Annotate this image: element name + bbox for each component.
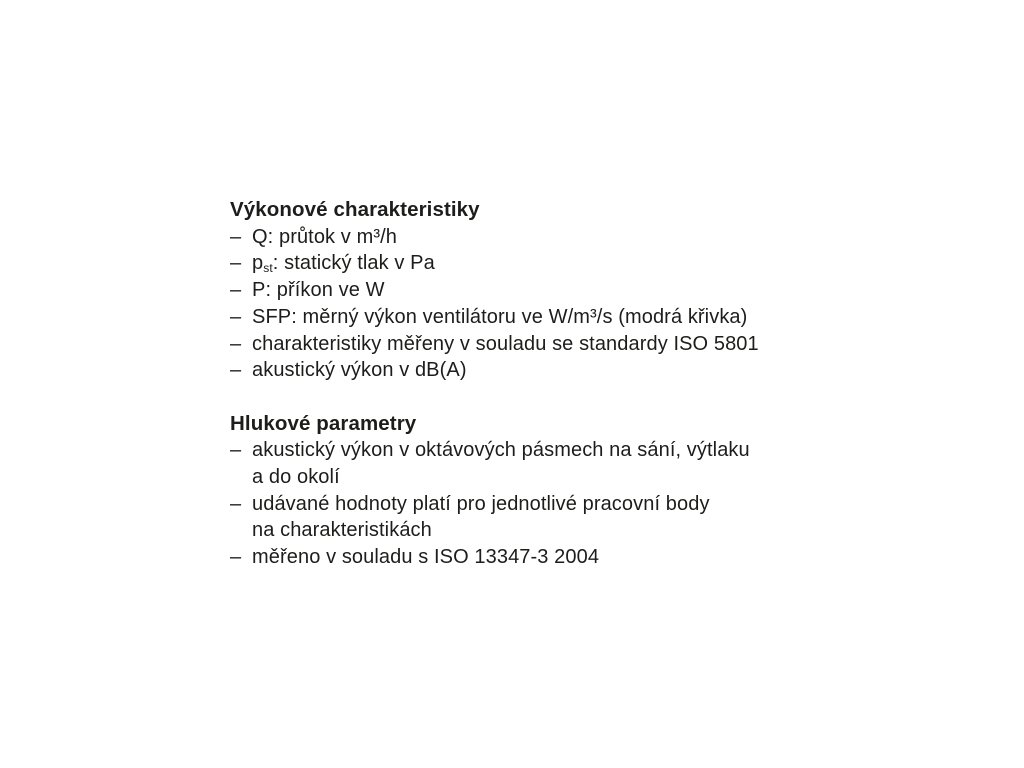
section-performance bbox=[230, 197, 810, 384]
bullet-dash: – bbox=[230, 279, 242, 302]
item-line-2: na charakteristikách bbox=[252, 519, 432, 542]
bullet-dash: – bbox=[230, 492, 242, 515]
bullet-item bbox=[230, 437, 810, 490]
item-text bbox=[252, 250, 810, 277]
item-line-2: a do okolí bbox=[252, 466, 340, 489]
bullet-item bbox=[230, 357, 810, 384]
document-text-block bbox=[230, 197, 810, 571]
bullet-item bbox=[230, 250, 810, 277]
section-noise bbox=[230, 411, 810, 571]
item-text: SFP: měrný výkon ventilátoru ve W/m³/s (modrá křivka) bbox=[252, 305, 748, 328]
symbol-subscript: st bbox=[263, 261, 273, 276]
bullet-dash: – bbox=[230, 305, 242, 328]
item-text: charakteristiky měřeny v souladu se standardy ISO 5801 bbox=[252, 332, 759, 355]
bullet-dash: – bbox=[230, 546, 242, 569]
bullet-item bbox=[230, 331, 810, 358]
bullet-dash: – bbox=[230, 252, 242, 275]
bullet-dash: – bbox=[230, 332, 242, 355]
bullet-dash: – bbox=[230, 439, 242, 462]
bullet-dash: – bbox=[230, 225, 242, 248]
item-line-1: udávané hodnoty platí pro jednotlivé pracovní body bbox=[252, 492, 710, 515]
bullet-item bbox=[230, 304, 810, 331]
bullet-item bbox=[230, 491, 810, 544]
section-title: Hlukové parametry bbox=[230, 411, 417, 435]
item-text: Q: průtok v m³/h bbox=[252, 225, 397, 248]
symbol-base: p bbox=[252, 252, 264, 275]
item-text-rest: : statický tlak v Pa bbox=[272, 252, 435, 275]
item-text bbox=[252, 491, 810, 544]
item-text: P: příkon ve W bbox=[252, 279, 385, 302]
bullet-item bbox=[230, 277, 810, 304]
bullet-item bbox=[230, 544, 810, 571]
section-title: Výkonové charakteristiky bbox=[230, 198, 480, 221]
bullet-dash: – bbox=[230, 359, 242, 382]
item-line-1: akustický výkon v oktávových pásmech na sání, výtlaku bbox=[252, 439, 750, 462]
item-text: měřeno v souladu s ISO 13347-3 2004 bbox=[252, 546, 600, 569]
item-text bbox=[252, 437, 810, 490]
bullet-item bbox=[230, 224, 810, 251]
item-text: akustický výkon v dB(A) bbox=[252, 359, 467, 382]
